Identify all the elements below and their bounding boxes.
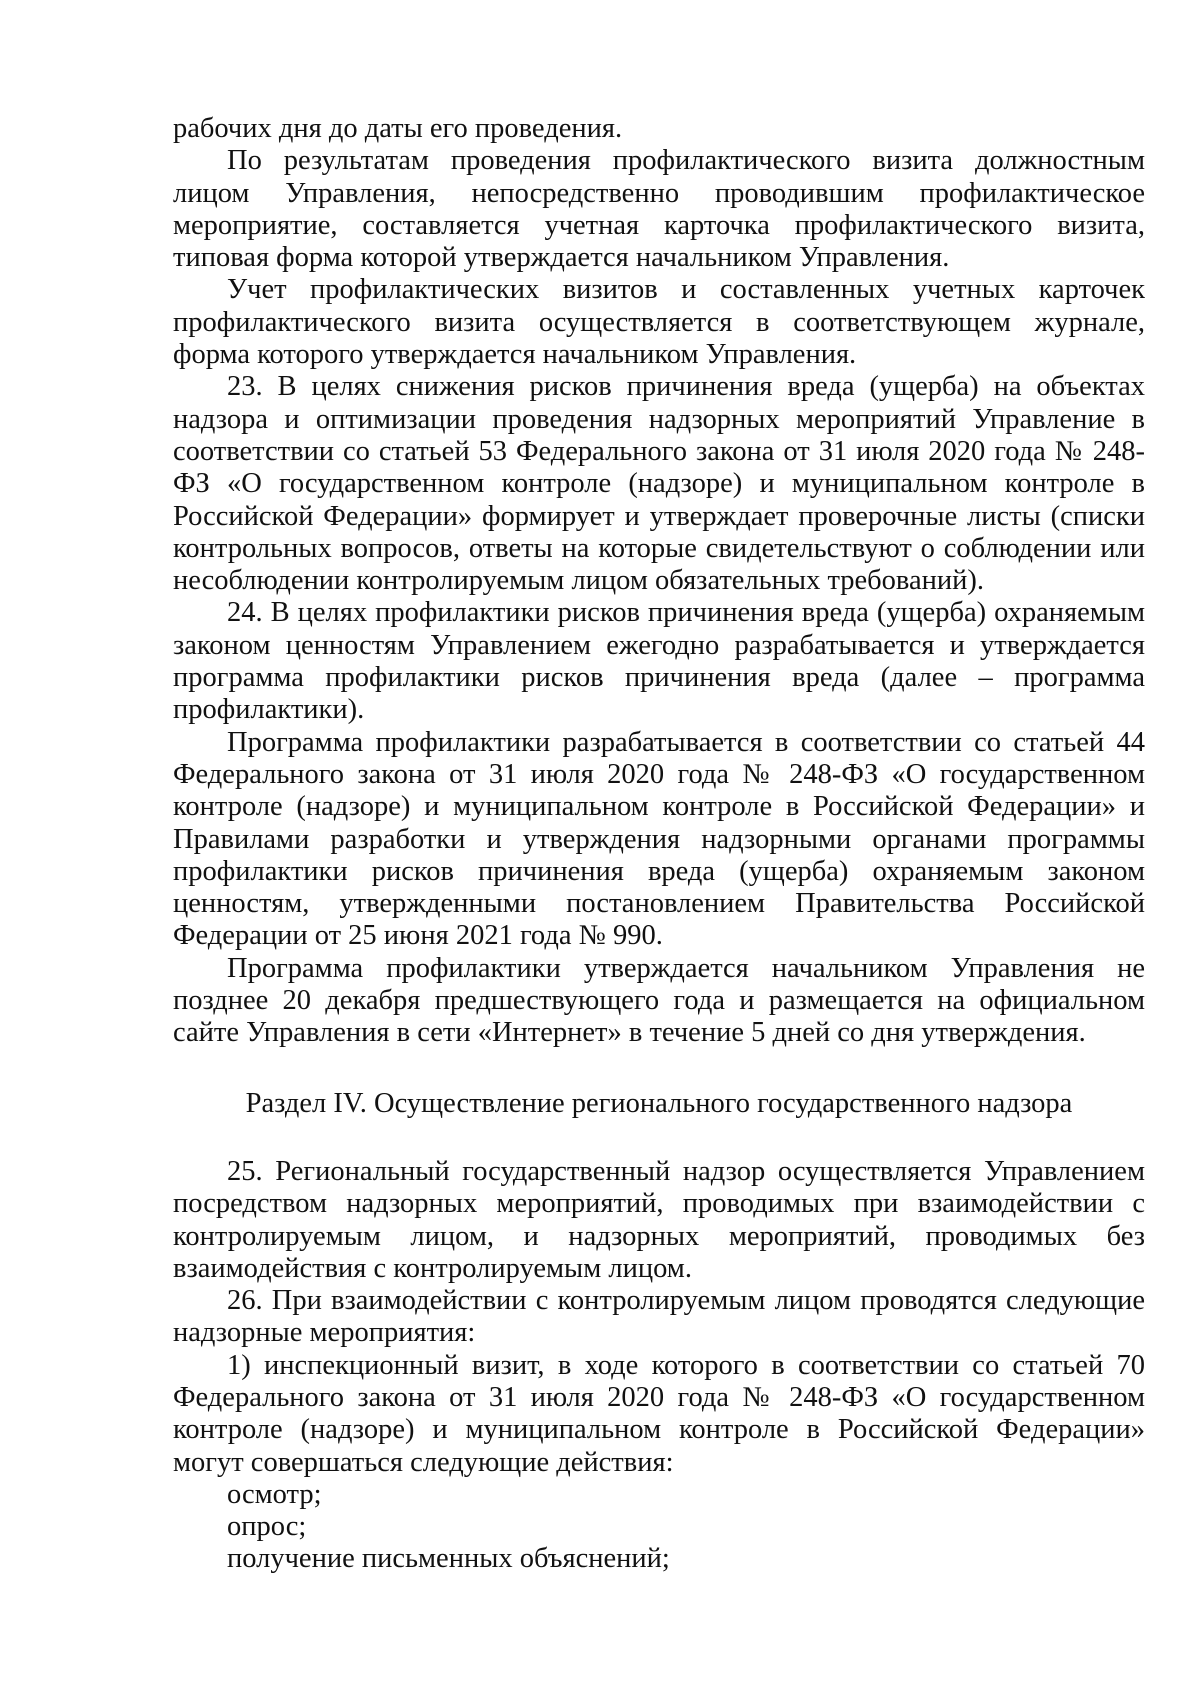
section-heading: Раздел IV. Осуществление регионального государственного надзора [245,1087,1073,1119]
paragraph-visit-accounting: Учет профилактических визитов и составленных учетных карточек профилактического визита осуществляется в соответствующем журнале, форма которого утверждается начальником Управления. [173,274,1145,371]
list-item-inspection: осмотр; [227,1478,322,1510]
list-item-survey: опрос; [227,1511,307,1543]
paragraph-item-24: 24. В целях профилактики рисков причинения вреда (ущерба) охраняемым законом ценностям Управлением ежегодно разрабатывается и утверждается программа профилактики рисков причинения вреда (далее – программа профилактики). [173,597,1145,726]
paragraph-continuation: рабочих дня до даты его проведения. [173,113,623,144]
paragraph-item-23: 23. В целях снижения рисков причинения вреда (ущерба) на объектах надзора и оптимизации проведения надзорных мероприятий Управление в соответствии со статьей 53 Федерального закона от 31 июля 2020 года № 248-ФЗ «О государственном контроле (надзоре) и муниципальном контроле в Российской Федерации» формирует и утверждает проверочные листы (списки контрольных вопросов, ответы на которые свидетельствуют о соблюдении или несоблюдении контролируемым лицом обязательных требований). [173,371,1145,597]
paragraph-visit-results: По результатам проведения профилактического визита должностным лицом Управления, непосредственно проводившим профилактическое мероприятие, составляется учетная карточка профилактического визита, типовая форма которой утверждается начальником Управления. [173,145,1145,274]
list-item-written-explanations: получение письменных объяснений; [227,1543,670,1575]
paragraph-item-25: 25. Региональный государственный надзор осуществляется Управлением посредством надзорных мероприятий, проводимых при взаимодействии с контролируемым лицом, и надзорных мероприятий, проводимых без взаимодействия с контролируемым лицом. [173,1155,1145,1284]
paragraph-item-26: 26. При взаимодействии с контролируемым лицом проводятся следующие надзорные мероприятия: [173,1285,1145,1349]
paragraph-program-development: Программа профилактики разрабатывается в соответствии со статьей 44 Федерального закона от 31 июля 2020 года № 248-ФЗ «О государственном контроле (надзоре) и муниципальном контроле в Российской Федерации» и Правилами разработки и утверждения надзорными органами программы профилактики рисков причинения вреда (ущерба) охраняемым законом ценностям, утвержденными постановлением Правительства Российской Федерации от 25 июня 2021 года № 990. [173,726,1145,952]
paragraph-program-approval: Программа профилактики утверждается начальником Управления не позднее 20 декабря предшествующего года и размещается на официальном сайте Управления в сети «Интернет» в течение 5 дней со дня утверждения. [173,952,1145,1049]
document-body [173,113,1145,1576]
paragraph-subitem-1: 1) инспекционный визит, в ходе которого в соответствии со статьей 70 Федерального закона от 31 июля 2020 года № 248-ФЗ «О государственном контроле (надзоре) и муниципальном контроле в Российской Федерации» могут совершаться следующие действия: [173,1349,1145,1478]
